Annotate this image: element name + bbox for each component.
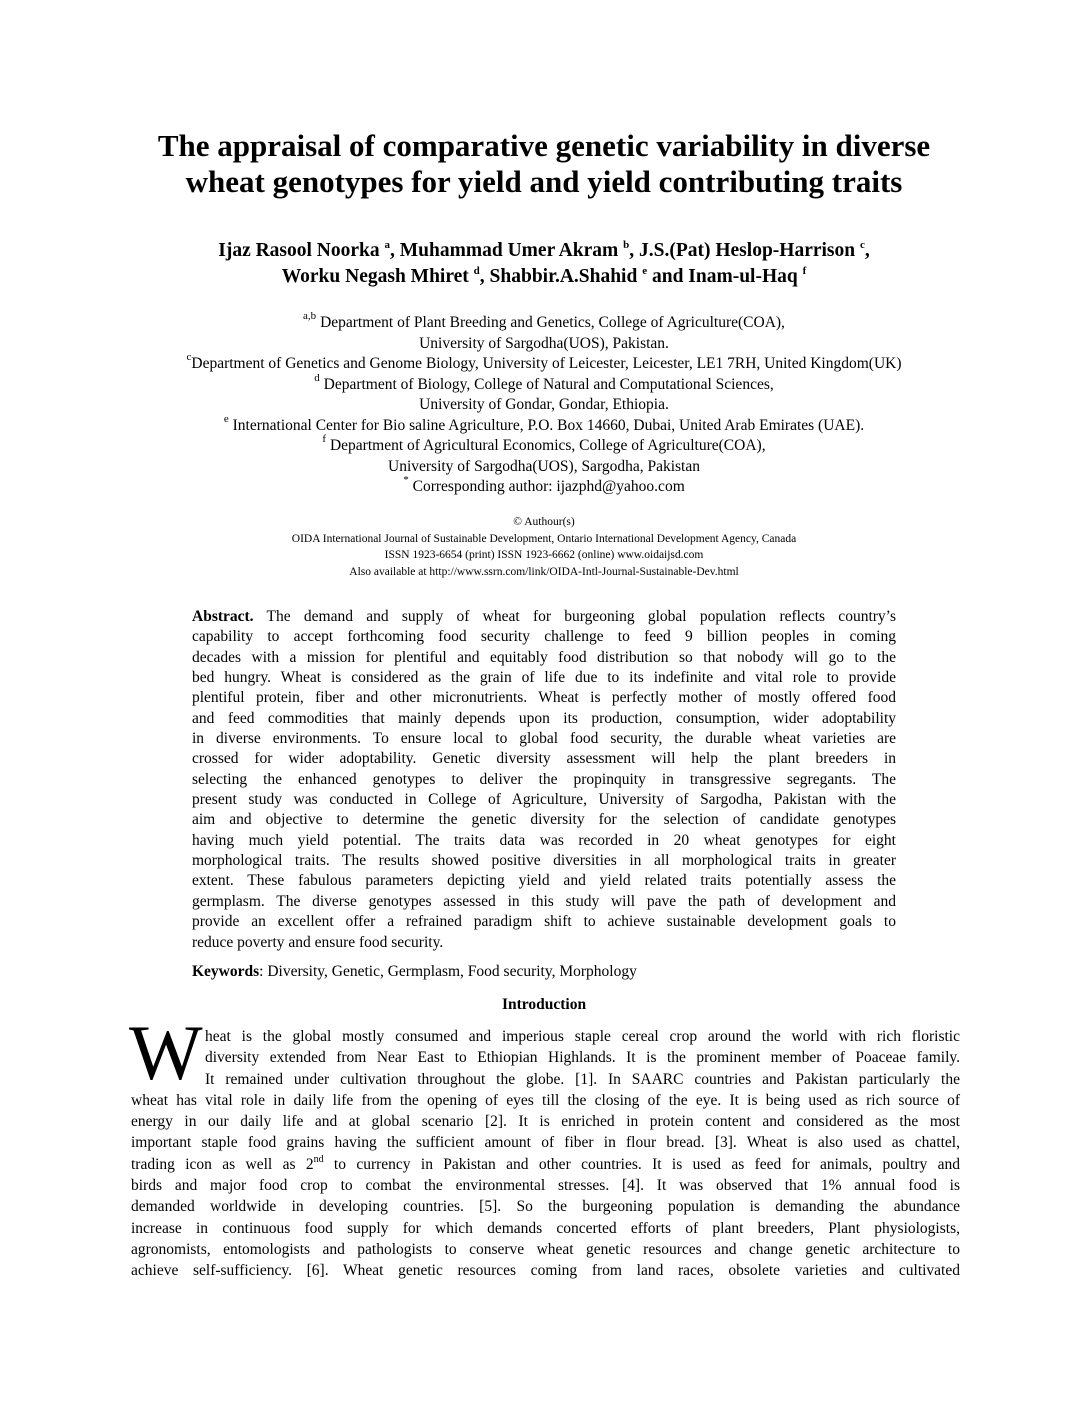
drop-cap: W bbox=[129, 1009, 203, 1096]
introduction-line: demanded worldwide in developing countries. [5]. So the burgeoning population is demanding the abundance bbox=[131, 1198, 960, 1216]
publication-info bbox=[0, 514, 1088, 580]
author-affiliation-marker: c bbox=[859, 239, 865, 251]
author-list bbox=[0, 238, 1088, 290]
affiliation-line bbox=[0, 474, 1088, 498]
introduction-line: wheat has vital role in daily life from the opening of eyes till the closing of the eye. It is being used as rich source of bbox=[131, 1091, 960, 1109]
copyright: © Authour(s) bbox=[513, 516, 575, 528]
author-affiliation-marker: e bbox=[642, 265, 648, 277]
paper-title bbox=[0, 128, 1088, 200]
introduction-line: agronomists, entomologists and pathologists to conserve wheat genetic resources and change genetic architecture to bbox=[131, 1240, 960, 1258]
affiliation-text: International Center for Bio saline Agriculture, P.O. Box 14660, Dubai, United Arab Emirates (UAE). bbox=[228, 416, 865, 434]
abstract-line: capability to accept forthcoming food security challenge to feed 9 billion peoples in coming bbox=[192, 628, 896, 646]
introduction-line: trading icon as well as 2nd to currency in Pakistan and other countries. It is used as feed for animals, poultry and bbox=[131, 1153, 960, 1173]
affiliation-line bbox=[0, 412, 1088, 437]
keywords-text: : Diversity, Genetic, Germplasm, Food security, Morphology bbox=[259, 963, 637, 980]
author-name: Worku Negash Mhiret bbox=[281, 266, 474, 287]
issn: ISSN 1923-6654 (print) ISSN 1923-6662 (online) www.oidaijsd.com bbox=[384, 549, 704, 561]
affiliation-marker: e bbox=[223, 412, 229, 425]
introduction-line: heat is the global mostly consumed and imperious staple cereal crop around the world with rich floristic bbox=[205, 1028, 960, 1045]
introduction-line: increase in continuous food supply for which demands concerted efforts of plant breeders, Plant physiologists, bbox=[131, 1219, 960, 1237]
affiliation-text: University of Sargodha(UOS), Pakistan. bbox=[419, 334, 669, 352]
abstract-line: Abstract. The demand and supply of wheat for burgeoning global population reflects country’s bbox=[192, 608, 896, 625]
abstract-line: reduce poverty and ensure food security. bbox=[192, 933, 444, 951]
introduction-body bbox=[131, 1026, 960, 1282]
abstract-line: crossed for wider adoptability. Genetic diversity assessment will help the plant breeders in bbox=[192, 750, 896, 768]
author-line bbox=[0, 264, 1088, 290]
introduction-line: It remained under cultivation throughout the globe. [1]. In SAARC countries and Pakistan particularly the bbox=[205, 1070, 960, 1088]
abstract-line: bed hungry. Wheat is considered as the grain of life due to its indefinite and vital role to provide bbox=[192, 669, 896, 687]
abstract-line: plentiful protein, fiber and other micronutrients. Wheat is perfectly mother of mostly offered food bbox=[192, 689, 896, 707]
keywords bbox=[192, 963, 637, 981]
abstract-line: and feed commodities that mainly depends upon its production, consumption, wider adoptability bbox=[192, 709, 896, 727]
affiliation-text: University of Sargodha(UOS), Sargodha, Pakistan bbox=[388, 457, 700, 475]
affiliation-text: Department of Agricultural Economics, College of Agriculture(COA), bbox=[326, 437, 766, 454]
affiliation-text: Corresponding author: ijazphd@yahoo.com bbox=[408, 478, 685, 495]
author-name: , Shabbir.A.Shahid bbox=[479, 266, 643, 287]
author-name: Ijaz Rasool Noorka bbox=[218, 240, 385, 261]
affiliation-marker: * bbox=[403, 474, 409, 486]
affiliation-line bbox=[0, 351, 1088, 375]
section-heading-introduction: Introduction bbox=[501, 996, 587, 1013]
title-line: wheat genotypes for yield and yield contributing traits bbox=[185, 164, 903, 199]
author-affiliation-marker: d bbox=[473, 265, 480, 277]
affiliation-marker: c bbox=[186, 351, 192, 363]
author-name: , Muhammad Umer Akram bbox=[390, 240, 624, 261]
introduction-line: important staple food grains having the sufficient amount of fiber in flour bread. [3]. Wheat is also used as chattel, bbox=[131, 1134, 960, 1152]
affiliation-line bbox=[0, 371, 1088, 396]
affiliation-text: Department of Plant Breeding and Genetics, College of Agriculture(COA), bbox=[316, 314, 785, 331]
superscript: nd bbox=[313, 1153, 324, 1165]
author-affiliation-marker: f bbox=[802, 265, 807, 277]
abstract-line: in diverse environments. To ensure local to global food security, the durable wheat varieties are bbox=[192, 730, 896, 748]
introduction-line: diversity extended from Near East to Ethiopian Highlands. It is the prominent member of Poaceae family. bbox=[205, 1049, 960, 1067]
author-affiliation-marker: b bbox=[623, 239, 630, 251]
journal-name: OIDA International Journal of Sustainable Development, Ontario International Development Agency, Canada bbox=[291, 532, 797, 545]
affiliation-text: Department of Biology, College of Natural and Computational Sciences, bbox=[319, 375, 774, 393]
author-line bbox=[0, 238, 1088, 264]
abstract-line: germplasm. The diverse genotypes assessed in this study will pave the path of development and bbox=[192, 892, 896, 910]
abstract-line: selecting the enhanced genotypes to deliver the propinquity in transgressive segregants. The bbox=[192, 770, 896, 788]
author-name: , J.S.(Pat) Heslop-Harrison bbox=[629, 240, 860, 261]
author-name: and Inam-ul-Haq bbox=[647, 266, 803, 287]
affiliation-marker: a,b bbox=[303, 310, 317, 322]
affiliations bbox=[0, 310, 1088, 498]
affiliation-marker: f bbox=[322, 433, 327, 445]
affiliation-line bbox=[0, 433, 1088, 457]
affiliation-text: Department of Genetics and Genome Biology, University of Leicester, Leicester, LE1 7RH, United Kingdom(UK) bbox=[191, 355, 902, 372]
affiliation-line bbox=[0, 310, 1088, 334]
affiliation-line bbox=[0, 395, 1088, 416]
abstract-line: morphological traits. The results showed positive diversities in all morphological traits in greater bbox=[192, 852, 896, 870]
abstract-line: provide an excellent offer a refrained paradigm shift to achieve sustainable development goals to bbox=[192, 913, 896, 931]
introduction-line: energy in our daily life and at global scenario [2]. It is enriched in protein content and considered as the most bbox=[131, 1113, 960, 1131]
introduction-line: birds and major food crop to combat the environmental stresses. [4]. It was observed that 1% annual food is bbox=[131, 1177, 960, 1195]
abstract-line: decades with a mission for plentiful and equitably food distribution so that nobody will go to the bbox=[192, 648, 896, 666]
affiliation-line bbox=[0, 334, 1088, 355]
abstract-line: present study was conducted in College of Agriculture, University of Sargodha, Pakistan with the bbox=[192, 791, 896, 809]
abstract-label: Abstract. bbox=[192, 608, 254, 625]
author-affiliation-marker: a bbox=[384, 239, 391, 251]
ssrn-link: Also available at http://www.ssrn.com/link/OIDA-Intl-Journal-Sustainable-Dev.html bbox=[349, 565, 739, 578]
keywords-label: Keywords bbox=[192, 963, 260, 980]
affiliation-marker: d bbox=[314, 371, 320, 384]
abstract-line: aim and objective to determine the genetic diversity for the selection of candidate genotypes bbox=[192, 811, 896, 829]
abstract-line: extent. These fabulous parameters depicting yield and yield related traits potentially assess the bbox=[192, 872, 896, 890]
affiliation-line bbox=[0, 457, 1088, 478]
abstract-line: having much yield potential. The traits data was recorded in 20 wheat genotypes for eight bbox=[192, 831, 896, 849]
affiliation-text: University of Gondar, Gondar, Ethiopia. bbox=[419, 396, 669, 413]
title-line: The appraisal of comparative genetic variability in diverse bbox=[157, 128, 931, 163]
introduction-line: achieve self-sufficiency. [6]. Wheat genetic resources coming from land races, obsolete varieties and cultivated bbox=[131, 1262, 960, 1280]
author-name: , bbox=[864, 240, 870, 261]
abstract bbox=[192, 607, 896, 953]
